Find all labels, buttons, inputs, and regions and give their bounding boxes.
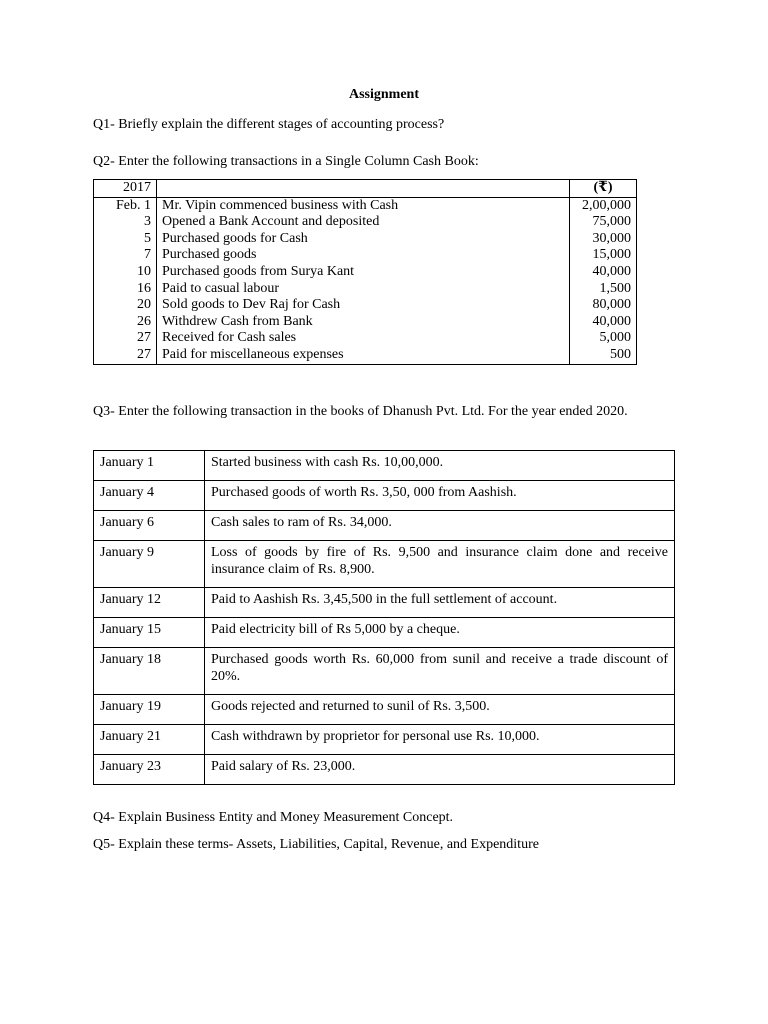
cash-book-row xyxy=(94,197,637,214)
transaction-text: Started business with cash Rs. 10,00,000. xyxy=(205,451,675,481)
cash-book-year: 2017 xyxy=(94,180,157,198)
transaction-row xyxy=(94,588,675,618)
transaction-row xyxy=(94,481,675,511)
transaction-text: Cash withdrawn by proprietor for personal use Rs. 10,000. xyxy=(205,725,675,755)
transaction-date: January 15 xyxy=(94,618,205,648)
cash-book-amount: 15,000 xyxy=(592,247,631,263)
transaction-row xyxy=(94,541,675,588)
cash-book-row xyxy=(94,314,637,331)
transaction-date: January 19 xyxy=(94,695,205,725)
cash-book-particulars: Sold goods to Dev Raj for Cash xyxy=(157,297,570,314)
transaction-row xyxy=(94,695,675,725)
transaction-row xyxy=(94,511,675,541)
transaction-date: January 23 xyxy=(94,755,205,785)
question-3: Q3- Enter the following transaction in the books of Dhanush Pvt. Ltd. For the year ended 2020. xyxy=(93,404,628,419)
cash-book-amount: 1,500 xyxy=(599,280,631,296)
question-1: Q1- Briefly explain the different stages of accounting process? xyxy=(93,117,445,132)
cash-book-particulars: Opened a Bank Account and deposited xyxy=(157,214,570,231)
cash-book-date: 20 xyxy=(94,297,157,314)
transaction-date: January 12 xyxy=(94,588,205,618)
cash-book-particulars: Paid for miscellaneous expenses xyxy=(157,347,570,364)
transaction-row xyxy=(94,451,675,481)
cash-book-amount: 30,000 xyxy=(592,230,631,246)
cash-book-date: 26 xyxy=(94,314,157,331)
cash-book-row xyxy=(94,214,637,231)
cash-book-row xyxy=(94,231,637,248)
cash-book-amount: 80,000 xyxy=(592,297,631,313)
cash-book-date: Feb. 1 xyxy=(94,197,157,214)
transaction-text: Purchased goods of worth Rs. 3,50, 000 from Aashish. xyxy=(205,481,675,511)
transaction-text: Purchased goods worth Rs. 60,000 from sunil and receive a trade discount of 20%. xyxy=(205,648,675,695)
cash-book-amount: 500 xyxy=(610,346,631,362)
transaction-date: January 1 xyxy=(94,451,205,481)
cash-book-date: 16 xyxy=(94,281,157,298)
transaction-text: Loss of goods by fire of Rs. 9,500 and insurance claim done and receive insurance claim of Rs. 8,900. xyxy=(205,541,675,588)
cash-book-date: 27 xyxy=(94,330,157,347)
document-title: Assignment xyxy=(348,87,419,102)
cash-book-date: 3 xyxy=(94,214,157,231)
cash-book-amount: 40,000 xyxy=(592,263,631,279)
transaction-row xyxy=(94,648,675,695)
transaction-date: January 21 xyxy=(94,725,205,755)
transaction-date: January 18 xyxy=(94,648,205,695)
cash-book-amount: 40,000 xyxy=(592,313,631,329)
cash-book-header-row xyxy=(94,180,637,198)
cash-book-amount: 5,000 xyxy=(599,330,631,346)
cash-book-particulars: Mr. Vipin commenced business with Cash xyxy=(157,197,570,214)
cash-book-row xyxy=(94,281,637,298)
question-5: Q5- Explain these terms- Assets, Liabilities, Capital, Revenue, and Expenditure xyxy=(93,837,539,852)
transaction-date: January 4 xyxy=(94,481,205,511)
cash-book-particulars: Withdrew Cash from Bank xyxy=(157,314,570,331)
transaction-date: January 9 xyxy=(94,541,205,588)
cash-book-row xyxy=(94,330,637,347)
question-4: Q4- Explain Business Entity and Money Measurement Concept. xyxy=(93,810,454,825)
cash-book-row xyxy=(94,297,637,314)
question-2: Q2- Enter the following transactions in a Single Column Cash Book: xyxy=(93,154,479,169)
cash-book-particulars: Purchased goods xyxy=(157,247,570,264)
cash-book-table xyxy=(93,179,637,365)
transaction-text: Goods rejected and returned to sunil of Rs. 3,500. xyxy=(205,695,675,725)
cash-book-amount: 75,000 xyxy=(592,214,631,230)
cash-book-date: 27 xyxy=(94,347,157,364)
transaction-row xyxy=(94,755,675,785)
transaction-text: Paid electricity bill of Rs 5,000 by a cheque. xyxy=(205,618,675,648)
transaction-text: Paid salary of Rs. 23,000. xyxy=(205,755,675,785)
transactions-table xyxy=(93,450,675,785)
cash-book-particulars: Purchased goods from Surya Kant xyxy=(157,264,570,281)
transaction-date: January 6 xyxy=(94,511,205,541)
cash-book-row xyxy=(94,347,637,364)
cash-book-particulars-header xyxy=(157,180,570,198)
transaction-text: Cash sales to ram of Rs. 34,000. xyxy=(205,511,675,541)
cash-book-currency: (₹) xyxy=(570,180,637,198)
cash-book-row xyxy=(94,247,637,264)
cash-book-particulars: Purchased goods for Cash xyxy=(157,231,570,248)
cash-book-date: 10 xyxy=(94,264,157,281)
cash-book-date: 5 xyxy=(94,231,157,248)
cash-book-date: 7 xyxy=(94,247,157,264)
transaction-row xyxy=(94,725,675,755)
cash-book-row xyxy=(94,264,637,281)
cash-book-particulars: Paid to casual labour xyxy=(157,281,570,298)
cash-book-particulars: Received for Cash sales xyxy=(157,330,570,347)
cash-book-amount: 2,00,000 xyxy=(582,197,631,213)
transaction-row xyxy=(94,618,675,648)
transaction-text: Paid to Aashish Rs. 3,45,500 in the full settlement of account. xyxy=(205,588,675,618)
